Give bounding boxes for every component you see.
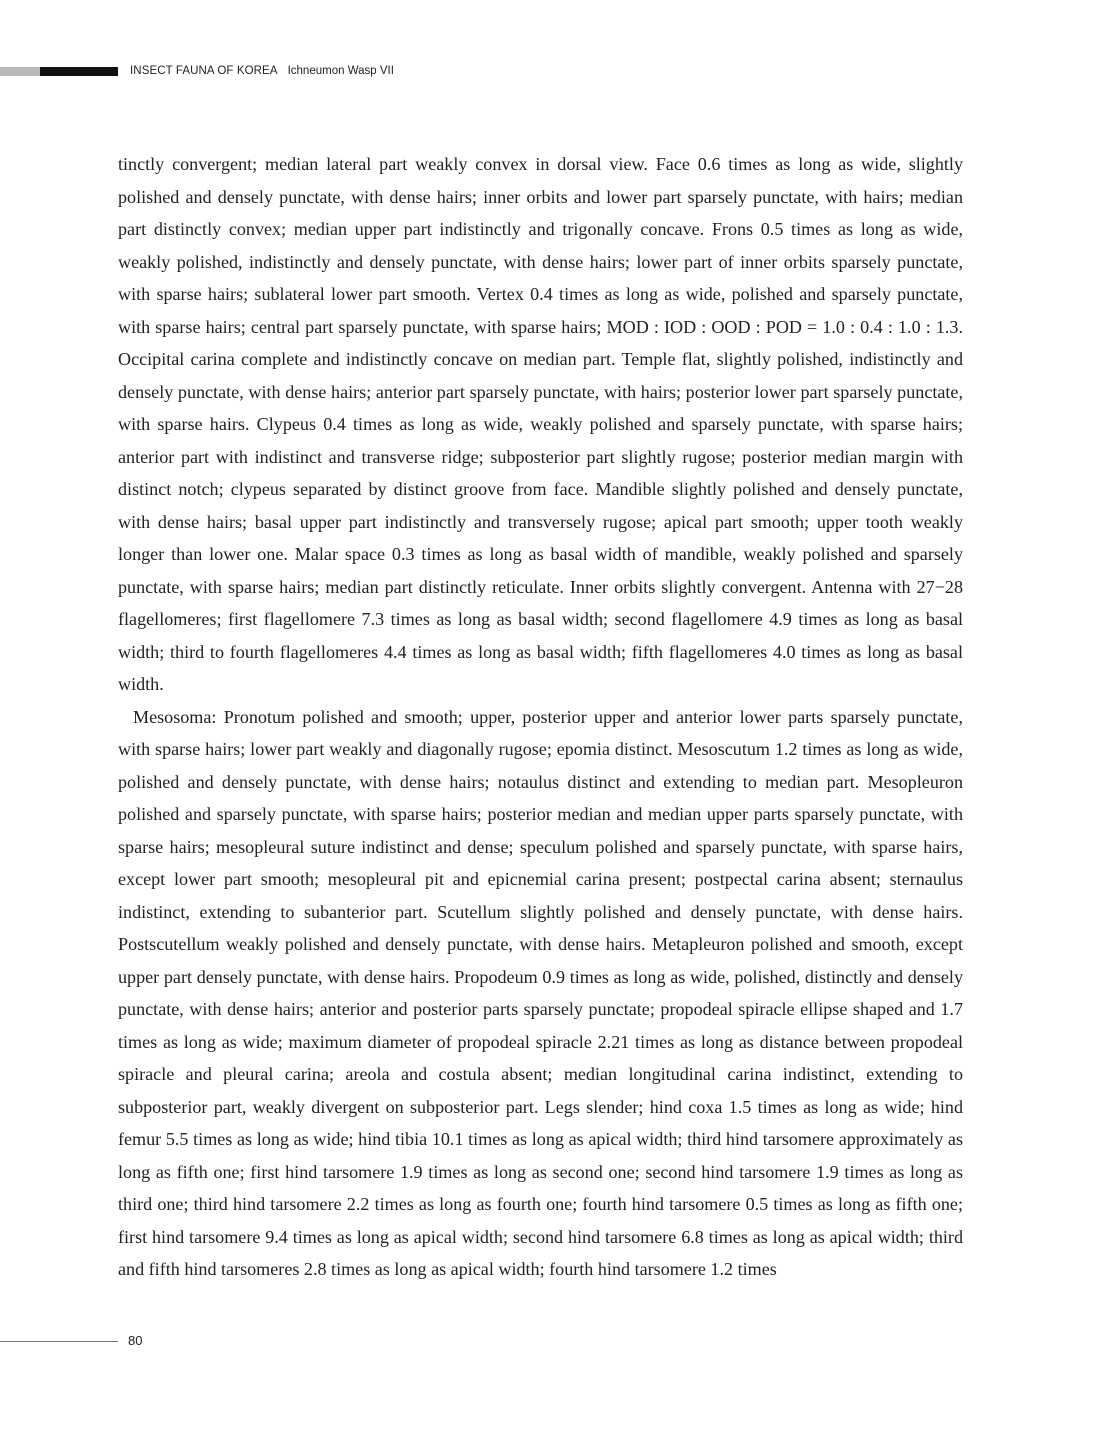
header-bar-accent-black — [40, 67, 118, 76]
running-header — [130, 64, 394, 78]
series-title: INSECT FAUNA OF KOREA — [130, 65, 278, 77]
header-bar-accent-gray — [0, 67, 40, 76]
page-number: 80 — [128, 1333, 143, 1348]
volume-title: Ichneumon Wasp VII — [287, 65, 394, 77]
paragraph-head-description: tinctly convergent; median lateral part weakly convex in dorsal view. Face 0.6 times as long as wide, slightly polished and densely punctate, with dense hairs; inner orbits and lower part sparsely punctate, with hairs; median part distinctly convex; median upper part indistinctly and trigonally concave. Frons 0.5 times as long as wide, weakly polished, indistinctly and densely punctate, with dense hairs; lower part of inner orbits sparsely punctate, with sparse hairs; sublateral lower part smooth. Vertex 0.4 times as long as wide, polished and sparsely punctate, with sparse hairs; central part sparsely punctate, with sparse hairs; MOD : IOD : OOD : POD = 1.0 : 0.4 : 1.0 : 1.3. Occipital carina complete and indistinctly concave on median part. Temple flat, slightly polished, indistinctly and densely punctate, with dense hairs; anterior part sparsely punctate, with hairs; posterior lower part sparsely punctate, with sparse hairs. Clypeus 0.4 times as long as wide, weakly polished and sparsely punctate, with sparse hairs; anterior part with indistinct and transverse ridge; subposterior part slightly rugose; posterior median margin with distinct notch; clypeus separated by distinct groove from face. Mandible slightly polished and densely punctate, with dense hairs; basal upper part indistinctly and transversely rugose; apical part smooth; upper tooth weakly longer than lower one. Malar space 0.3 times as long as basal width of mandible, weakly polished and sparsely punctate, with sparse hairs; median part distinctly reticulate. Inner orbits slightly convergent. Antenna with 27−28 flagellomeres; first flagellomere 7.3 times as long as basal width; second flagellomere 4.9 times as long as basal width; third to fourth flagellomeres 4.4 times as long as basal width; fifth flagellomeres 4.0 times as long as basal width. — [118, 154, 963, 694]
body-text — [118, 148, 963, 1286]
footer-rule — [0, 1341, 118, 1342]
paragraph-mesosoma-description: Mesosoma: Pronotum polished and smooth; upper, posterior upper and anterior lower parts sparsely punctate, with sparse hairs; lower part weakly and diagonally rugose; epomia distinct. Mesoscutum 1.2 times as long as wide, polished and densely punctate, with dense hairs; notaulus distinct and extending to median part. Mesopleuron polished and sparsely punctate, with sparse hairs; posterior median and median upper parts sparsely punctate, with sparse hairs; mesopleural suture indistinct and dense; speculum polished and sparsely punctate, with sparse hairs, except lower part smooth; mesopleural pit and epicnemial carina present; postpectal carina absent; sternaulus indistinct, extending to subanterior part. Scutellum slightly polished and densely punctate, with dense hairs. Postscutellum weakly polished and densely punctate, with dense hairs. Metapleuron polished and smooth, except upper part densely punctate, with dense hairs. Propodeum 0.9 times as long as wide, polished, distinctly and densely punctate, with dense hairs; anterior and posterior parts sparsely punctate; propodeal spiracle ellipse shaped and 1.7 times as long as wide; maximum diameter of propodeal spiracle 2.21 times as long as distance between propodeal spiracle and pleural carina; areola and costula absent; median longitudinal carina indistinct, extending to subposterior part, weakly divergent on subposterior part. Legs slender; hind coxa 1.5 times as long as wide; hind femur 5.5 times as long as wide; hind tibia 10.1 times as long as apical width; third hind tarsomere approximately as long as fifth one; first hind tarsomere 1.9 times as long as second one; second hind tarsomere 1.9 times as long as third one; third hind tarsomere 2.2 times as long as fourth one; fourth hind tarsomere 0.5 times as long as fifth one; first hind tarsomere 9.4 times as long as apical width; second hind tarsomere 6.8 times as long as apical width; third and fifth hind tarsomeres 2.8 times as long as apical width; fourth hind tarsomere 1.2 times — [118, 706, 963, 1279]
